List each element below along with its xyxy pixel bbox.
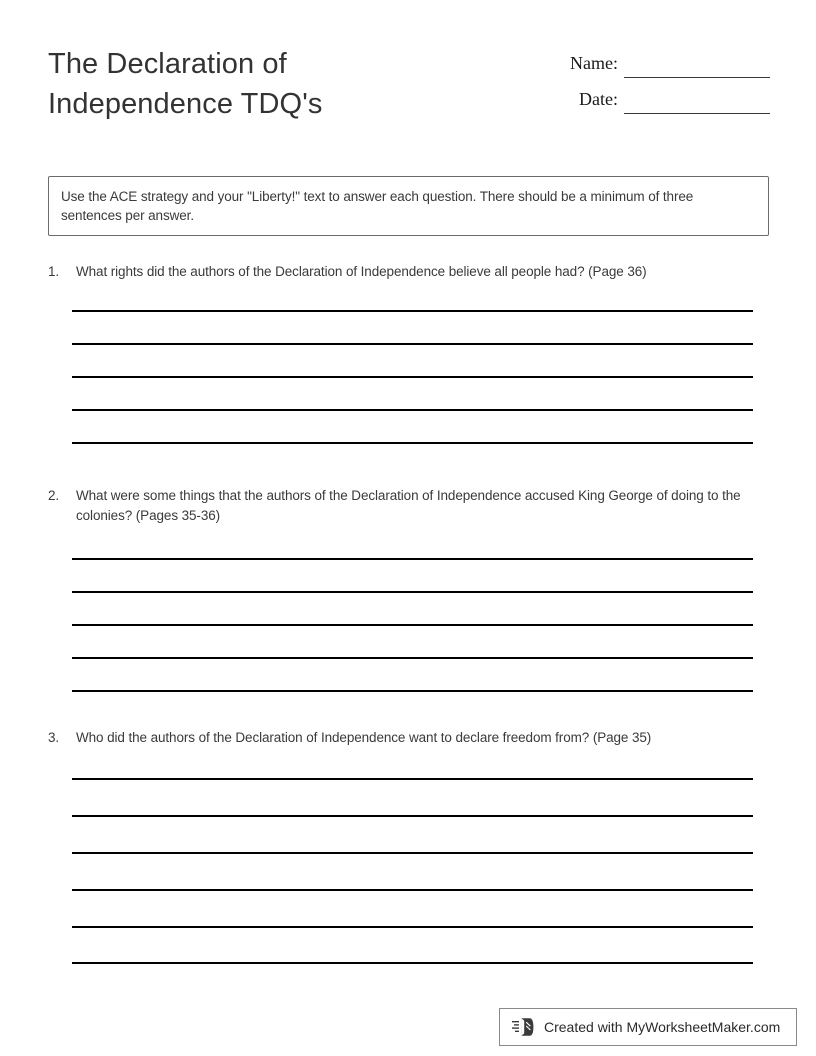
date-field-input-line[interactable] [624,113,770,114]
question-prompt [48,728,770,748]
question-text: What were some things that the authors of the Declaration of Independence accused King George of doing to the colonies? (Pages 35-36) [76,488,741,523]
instructions-box [48,176,769,236]
question-number: 3. [48,730,60,745]
question-block [48,262,770,282]
date-field-row [546,84,770,120]
instructions-text: Use the ACE strategy and your "Liberty!" text to answer each question. There should be a minimum of three sentences per answer. [61,189,694,223]
answer-line[interactable] [72,343,753,345]
date-field-label: Date: [579,89,618,109]
answer-line[interactable] [72,852,753,854]
answer-line[interactable] [72,376,753,378]
answer-line[interactable] [72,778,753,780]
answer-line[interactable] [72,442,753,444]
name-field-label: Name: [570,53,618,73]
page-title-line-1: The Declaration of [48,48,287,80]
answer-line[interactable] [72,657,753,659]
pencil-writing-icon [512,1016,536,1038]
worksheet-maker-badge[interactable] [499,1008,797,1046]
question-block [48,728,770,748]
answer-line[interactable] [72,815,753,817]
answer-line[interactable] [72,690,753,692]
answer-line[interactable] [72,558,753,560]
name-field-input-line[interactable] [624,77,770,78]
page-title-line-2: Independence TDQ's [48,88,323,120]
question-block [48,486,770,526]
worksheet-header [48,44,770,144]
question-number: 1. [48,264,60,279]
answer-line[interactable] [72,926,753,928]
question-text: What rights did the authors of the Declaration of Independence believe all people had? (Page 36) [76,264,647,279]
answer-line[interactable] [72,409,753,411]
question-prompt [48,486,770,526]
name-field-row [546,48,770,84]
question-prompt [48,262,770,282]
answer-line[interactable] [72,591,753,593]
question-number: 2. [48,488,60,503]
question-text: Who did the authors of the Declaration of Independence want to declare freedom from? (Page 35) [76,730,652,745]
page-title [48,44,468,124]
answer-line[interactable] [72,889,753,891]
worksheet-maker-badge-label: Created with MyWorksheetMaker.com [544,1019,781,1035]
answer-line[interactable] [72,962,753,964]
answer-line[interactable] [72,624,753,626]
name-date-block [546,48,770,120]
answer-line[interactable] [72,310,753,312]
